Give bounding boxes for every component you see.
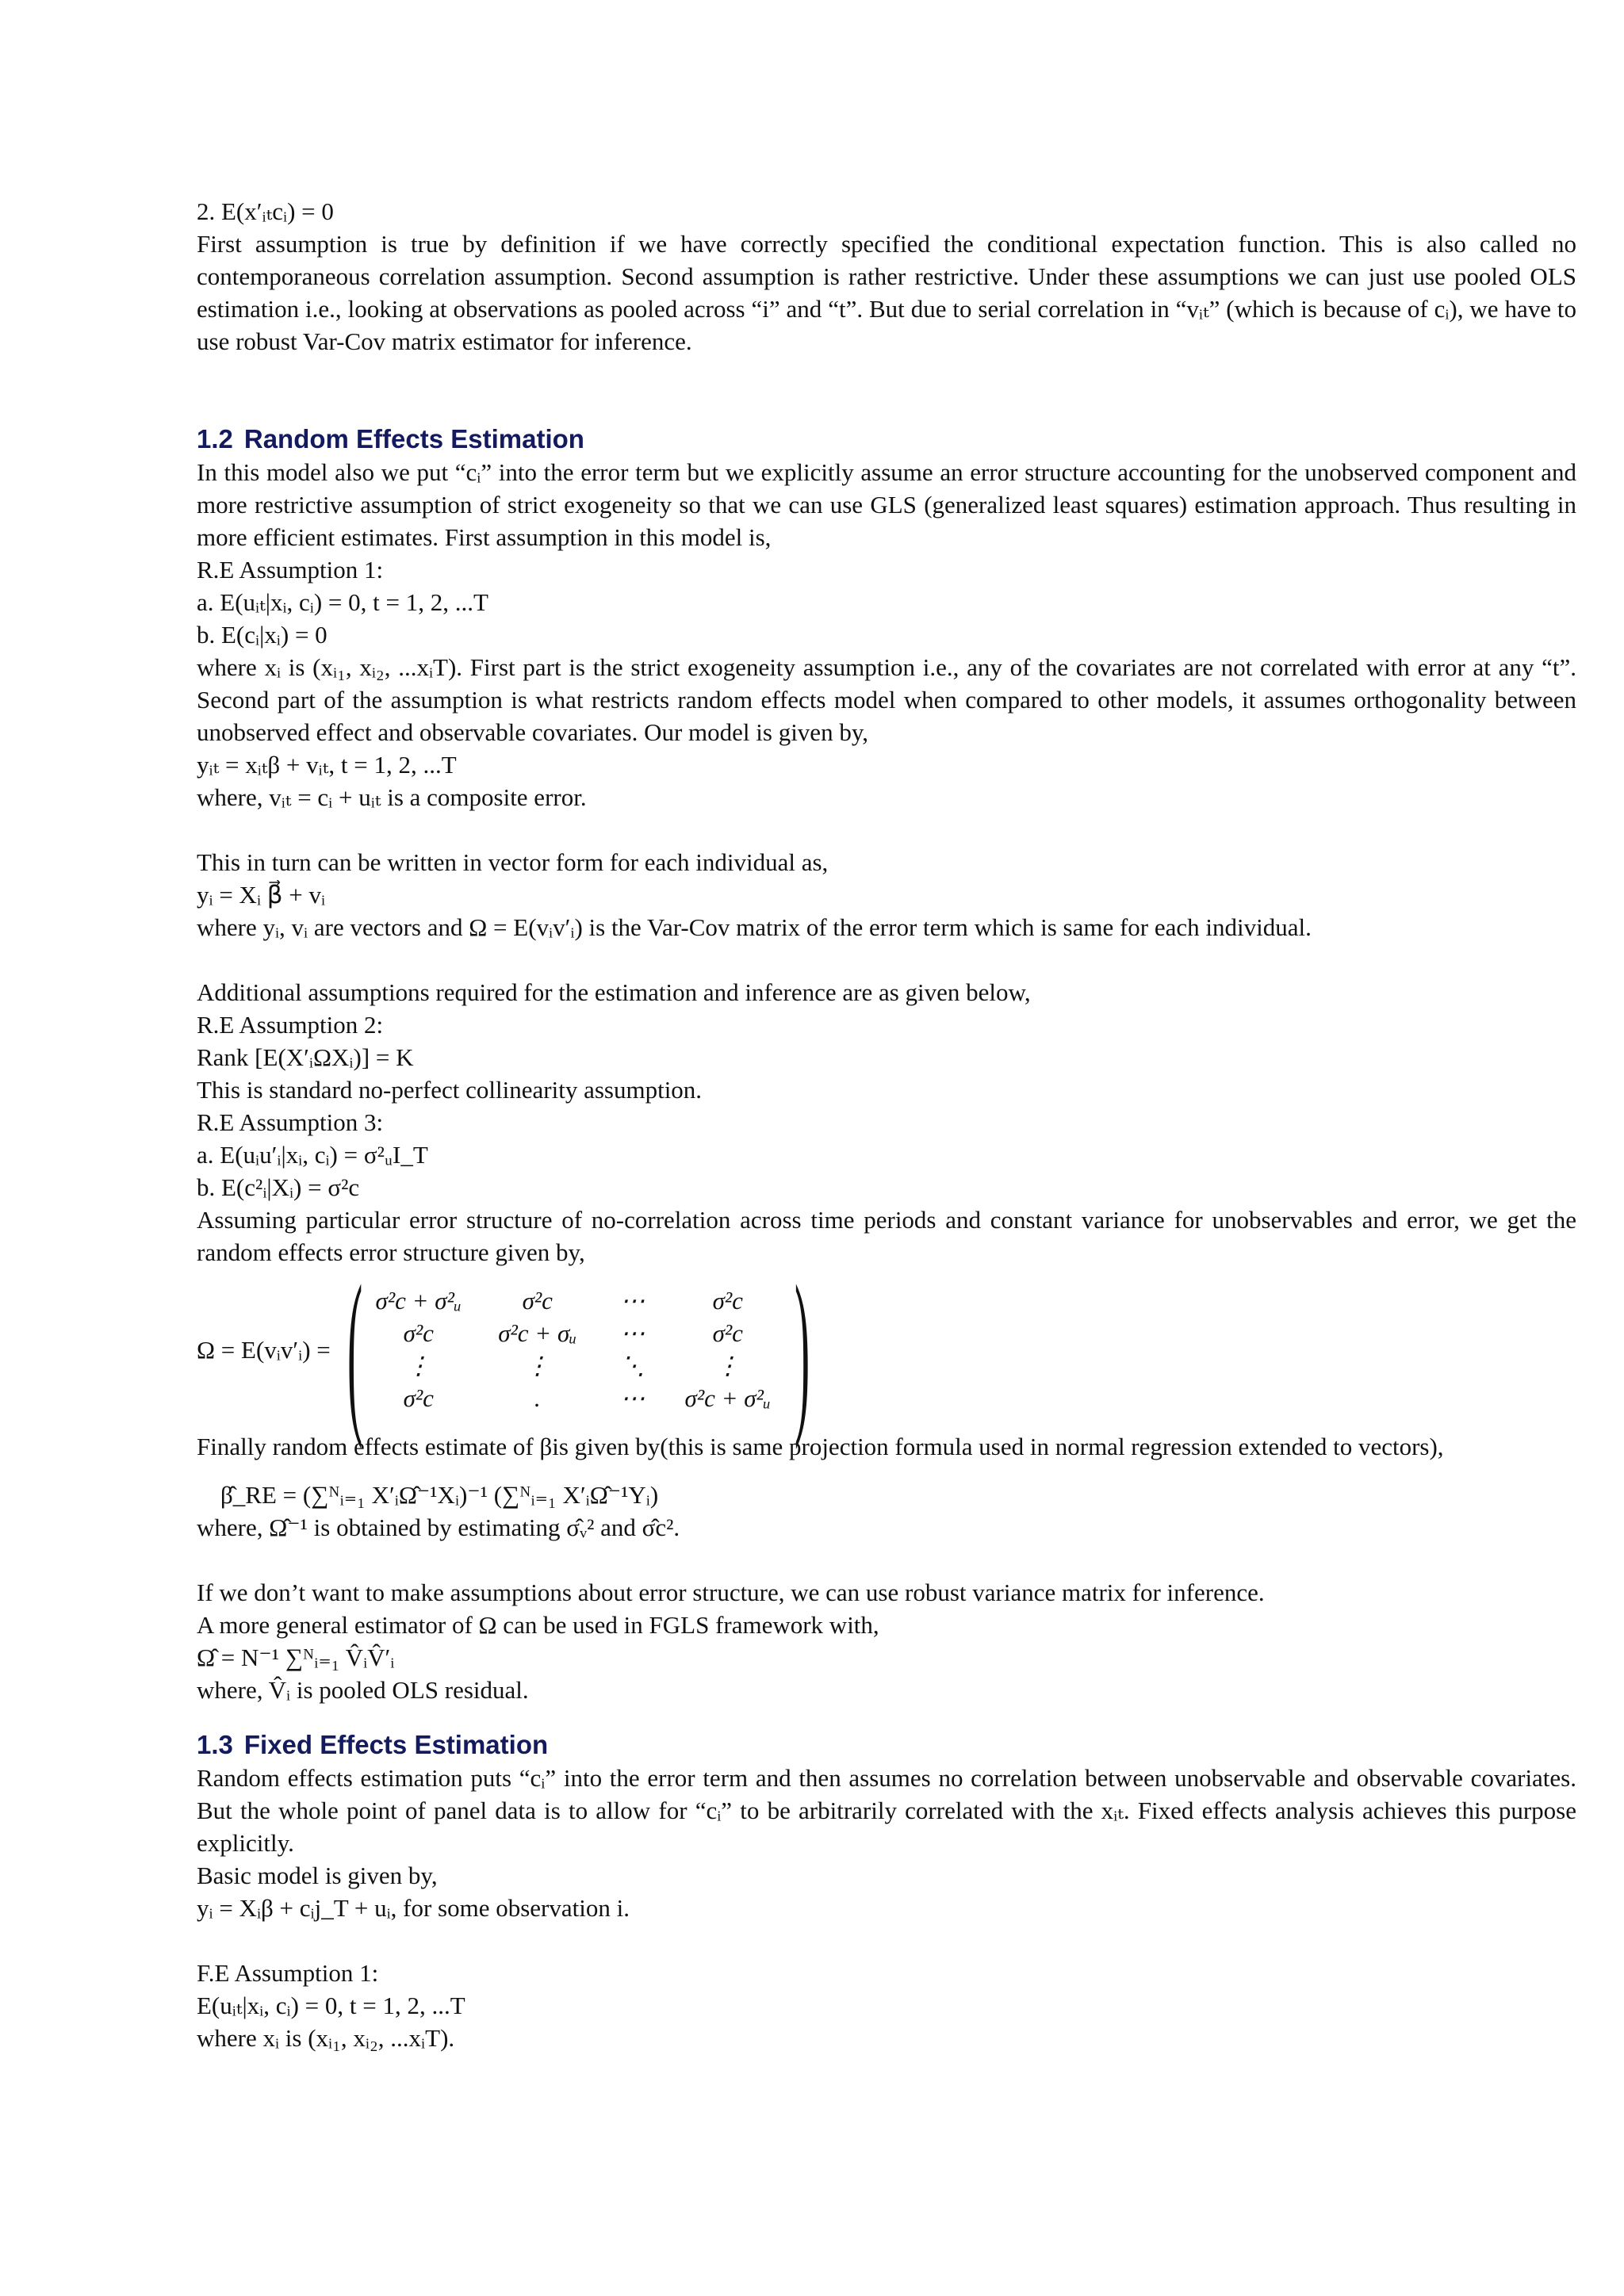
omega-hat-equation: Ω̂ = N⁻¹ ∑ᴺᵢ₌₁ V̂ᵢV̂′ᵢ [197, 1644, 395, 1671]
re-general-estimator: A more general estimator of Ω can be used in FGLS framework with, [197, 1611, 879, 1639]
matrix-cell: ⋱ [620, 1352, 645, 1380]
re-model-equation: yᵢₜ = xᵢₜβ + vᵢₜ, t = 1, 2, ...T [197, 751, 457, 779]
re-additional-assumptions: Additional assumptions required for the estimation and inference are as given below, [197, 978, 1031, 1006]
re-assumption-2-note: This is standard no-perfect collinearity assumption. [197, 1076, 703, 1104]
matrix-cell: ⋯ [620, 1287, 645, 1314]
re-vector-where: where yᵢ, vᵢ are vectors and Ω = E(vᵢv′ᵢ) is the Var-Cov matrix of the error term which is same for each individual. [197, 913, 1312, 941]
re-section-heading [197, 423, 1576, 456]
re-vector-equation: yᵢ = Xᵢ β⃗ + vᵢ [197, 881, 326, 909]
re-assumption-3a: a. E(uᵢu′ᵢ|xᵢ, cᵢ) = σ²ᵤI_T [197, 1141, 428, 1169]
re-paragraph-1: In this model also we put “cᵢ” into the error term but we explicitly assume an error structure accounting for the unobserved component and more restrictive assumption of strict exogeneity so that we can use GLS (generalized least squares) estimation approach. Thus resulting in more efficient estimates. First assumption in this model is, [197, 458, 1576, 551]
re-assumption-1a: a. E(uᵢₜ|xᵢ, cᵢ) = 0, t = 1, 2, ...T [197, 588, 488, 616]
re-finally-paragraph: Finally random effects estimate of βis given by(this is same projection formula used in normal regression extended to vectors), [197, 1433, 1444, 1460]
matrix-cell: σ²c + σ²ᵤ [684, 1384, 771, 1412]
re-error-structure: Assuming particular error structure of no-correlation across time periods and constant variance for unobservables and error, we get the random effects error structure given by, [197, 1206, 1576, 1266]
fe-assumption-1-where: where xᵢ is (xᵢ₁, xᵢ₂, ...xᵢT). [197, 2024, 455, 2052]
re-section-number: 1.2 [197, 424, 233, 453]
matrix-right-paren: ) [794, 1248, 810, 1450]
fe-assumption-1-label: F.E Assumption 1: [197, 1959, 379, 1987]
matrix-left-paren: ( [347, 1248, 362, 1450]
matrix-cell: σ²c [712, 1287, 743, 1314]
matrix-cell: ⋮ [406, 1352, 431, 1380]
fe-section-number: 1.3 [197, 1730, 233, 1759]
matrix-cell: σ²c + σ²ᵤ [375, 1287, 462, 1314]
re-composite-error: where, vᵢₜ = cᵢ + uᵢₜ is a composite error. [197, 783, 587, 811]
re-assumption-2-label: R.E Assumption 2: [197, 1011, 384, 1039]
document-page [197, 195, 1576, 2054]
fe-paragraph-1: Random effects estimation puts “cᵢ” into the error term and then assumes no correlation between unobservable and observable covariates. But the whole point of panel data is to allow for “cᵢ” to be arbitrarily correlated with the xᵢₜ. Fixed effects analysis achieves this purpose explicitly. [197, 1764, 1576, 1857]
fe-section-title: Fixed Effects Estimation [243, 1730, 549, 1759]
re-assumption-3b: b. E(c²ᵢ|Xᵢ) = σ²c [197, 1173, 360, 1201]
re-residual-note: where, V̂ᵢ is pooled OLS residual. [197, 1676, 529, 1704]
re-section-title: Random Effects Estimation [243, 424, 584, 453]
fe-assumption-1-equation: E(uᵢₜ|xᵢ, cᵢ) = 0, t = 1, 2, ...T [197, 1992, 465, 2019]
intro-assumption-2: 2. E(x′ᵢₜcᵢ) = 0 [197, 197, 334, 225]
fe-basic-model: Basic model is given by, [197, 1862, 438, 1889]
re-vector-intro: This in turn can be written in vector form for each individual as, [197, 848, 829, 876]
intro-paragraph: First assumption is true by definition if we have correctly specified the conditional expectation function. This is also called no contemporaneous correlation assumption. Second assumption is rather restrictive. Under these assumptions we can just use pooled OLS estimation i.e., looking at observations as pooled across “i” and “t”. But due to serial correlation in “vᵢₜ” (which is because of cᵢ), we have to use robust Var-Cov matrix estimator for inference. [197, 230, 1576, 355]
fe-model-equation: yᵢ = Xᵢβ + cᵢj_T + uᵢ, for some observation i. [197, 1894, 630, 1922]
re-assumption-1-label: R.E Assumption 1: [197, 556, 384, 584]
re-robust-sentence: If we don’t want to make assumptions about error structure, we can use robust variance matrix for inference. [197, 1578, 1265, 1606]
matrix-cell: ⋮ [715, 1352, 741, 1380]
matrix-cell: ⋮ [525, 1352, 550, 1380]
matrix-cell: ⋯ [620, 1319, 645, 1347]
beta-re-equation: β̂_RE = (∑ᴺᵢ₌₁ X′ᵢΩ̂⁻¹Xᵢ)⁻¹ (∑ᴺᵢ₌₁ X′ᵢΩ̂⁻¹Yᵢ) [220, 1481, 659, 1509]
omega-lhs: Ω = E(vᵢv′ᵢ) = [197, 1335, 331, 1364]
matrix-cell: σ²c [522, 1287, 553, 1314]
matrix-cell: σ²c [403, 1384, 434, 1412]
matrix-cell: σ²c [712, 1319, 743, 1347]
fe-section-heading [197, 1728, 1576, 1762]
matrix-cell: σ²c [403, 1319, 434, 1347]
re-assumption-1b: b. E(cᵢ|xᵢ) = 0 [197, 621, 327, 649]
matrix-cell: ⋯ [620, 1384, 645, 1412]
omega-matrix [359, 1284, 787, 1414]
matrix-cell: σ²c + σᵤ [498, 1319, 577, 1347]
omega-hat-where: where, Ω̂⁻¹ is obtained by estimating σ̂ᵥ² and σ̂c². [197, 1513, 680, 1541]
re-paragraph-2: where xᵢ is (xᵢ₁, xᵢ₂, ...xᵢT). First part is the strict exogeneity assumption i.e., any of the covariates are not correlated with error at any “t”. Second part of the assumption is what restricts random effects model when compared to other models, it assumes orthogonality between unobserved effect and observable covariates. Our model is given by, [197, 653, 1576, 746]
matrix-cell: . [534, 1384, 541, 1412]
re-assumption-2-equation: Rank [E(X′ᵢΩXᵢ)] = K [197, 1043, 414, 1071]
re-assumption-3-label: R.E Assumption 3: [197, 1108, 384, 1136]
